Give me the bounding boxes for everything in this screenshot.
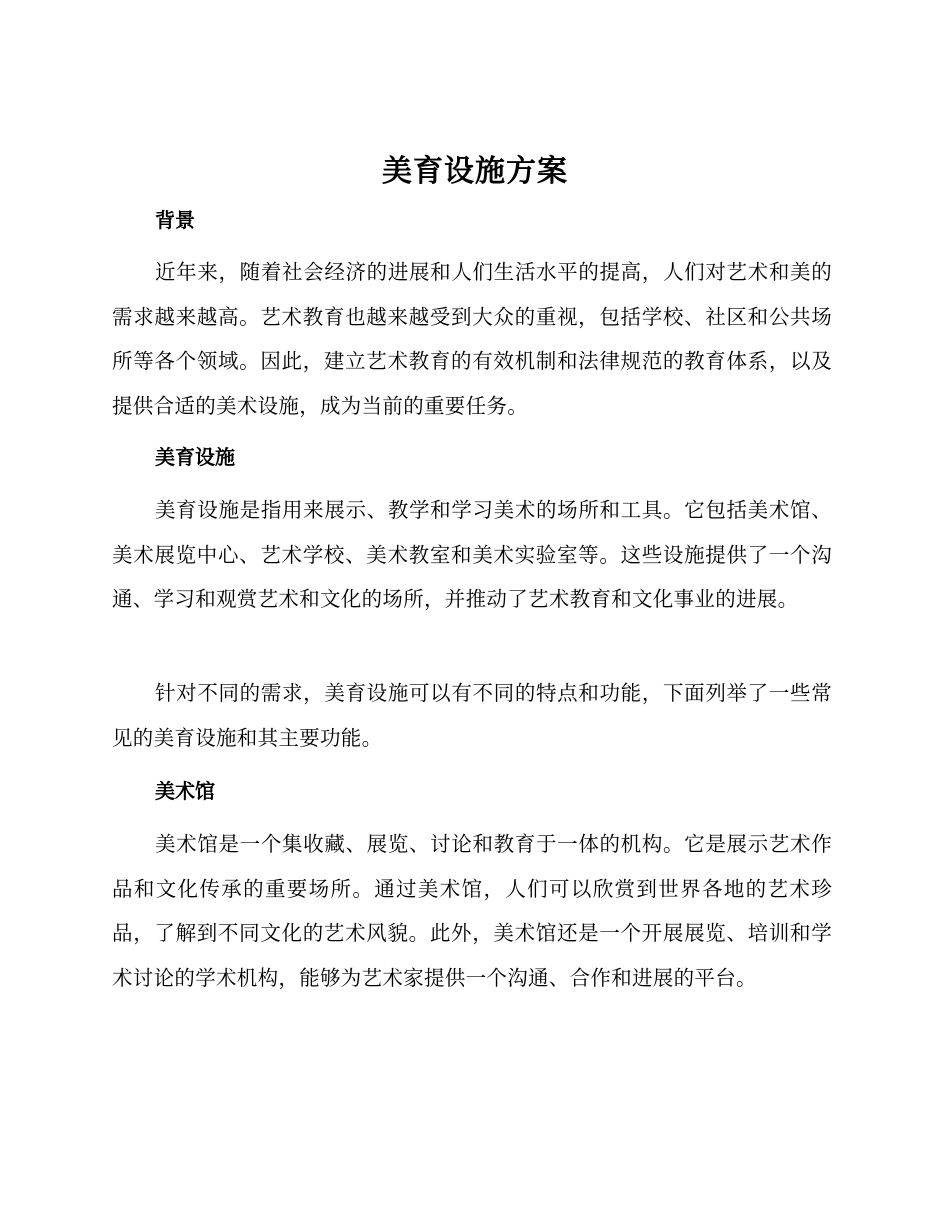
section-heading-background: 背景 [155,208,195,232]
document-title: 美育设施方案 [382,154,568,189]
paragraph-background: 近年来，随着社会经济的进展和人们生活水平的提高，人们对艺术和美的需求越来越高。艺术教育也越来越受到大众的重视，包括学校、社区和公共场所等各个领域。因此，建立艺术教育的有效机制和法律规范的教育体系，以及提供合适的美术设施，成为当前的重要任务。 [112,260,832,418]
paragraph-facilities-definition: 美育设施是指用来展示、教学和学习美术的场所和工具。它包括美术馆、美术展览中心、艺术学校、美术教室和美术实验室等。这些设施提供了一个沟通、学习和观赏艺术和文化的场所，并推动了艺术教育和文化事业的进展。 [112,498,832,611]
section-heading-facilities: 美育设施 [155,445,235,469]
paragraph-art-museum: 美术馆是一个集收藏、展览、讨论和教育于一体的机构。它是展示艺术作品和文化传承的重要场所。通过美术馆，人们可以欣赏到世界各地的艺术珍品，了解到不同文化的艺术风貌。此外，美术馆还是一个开展展览、培训和学术讨论的学术机构，能够为艺术家提供一个沟通、合作和进展的平台。 [112,832,832,990]
paragraph-facilities-types: 针对不同的需求，美育设施可以有不同的特点和功能，下面列举了一些常见的美育设施和其主要功能。 [112,681,832,750]
section-heading-art-museum: 美术馆 [155,779,215,803]
